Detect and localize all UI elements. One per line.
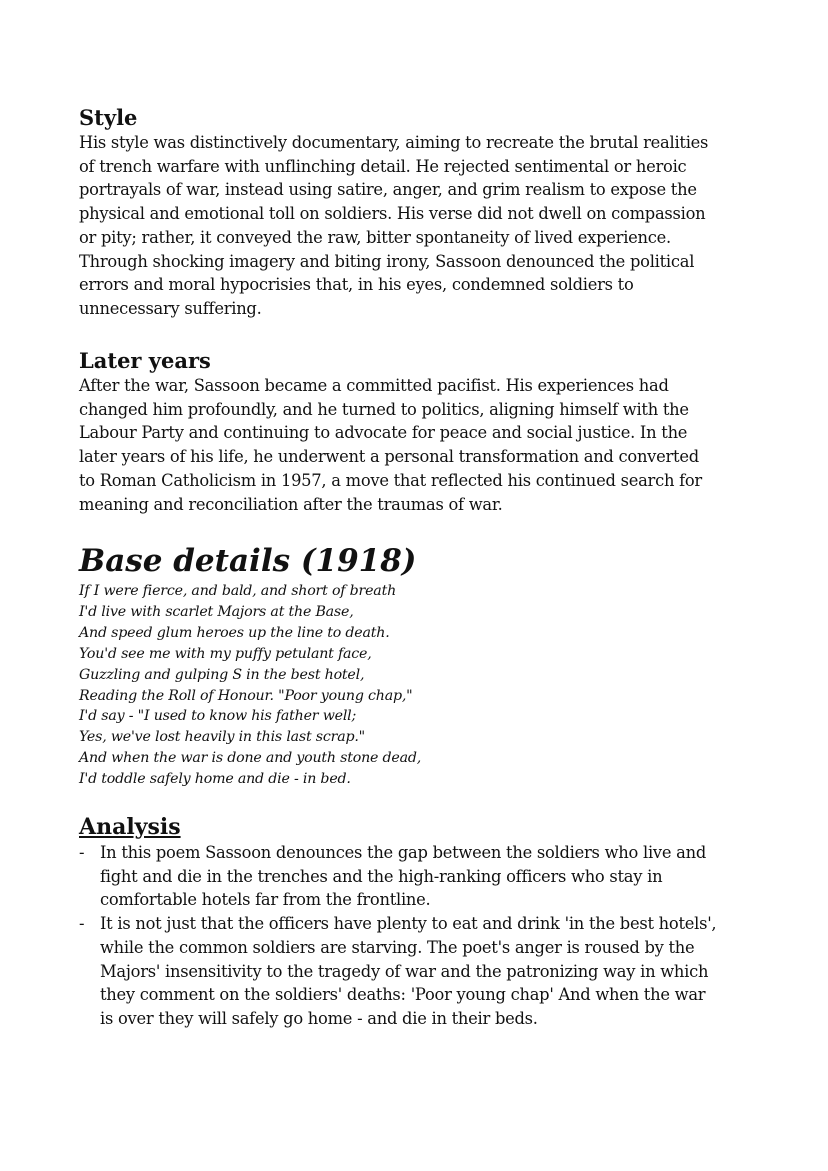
bullet-dash: - xyxy=(79,914,85,934)
text-line: later years of his life, he underwent a personal transformation and converted xyxy=(79,447,699,467)
text-line: is over they will safely go home - and die in their beds. xyxy=(100,1008,538,1028)
text-line: Labour Party and continuing to advocate for peace and social justice. In the xyxy=(79,423,688,443)
text-line: Majors' insensitivity to the tragedy of war and the patronizing way in which xyxy=(100,961,709,981)
list-item xyxy=(79,841,716,912)
text-line: meaning and reconciliation after the traumas of war. xyxy=(79,494,503,514)
text-line: portrayals of war, instead using satire, anger, and grim realism to expose the xyxy=(79,180,697,200)
poem-line: And speed glum heroes up the line to death. xyxy=(79,624,390,641)
text-line: errors and moral hypocrisies that, in his eyes, condemned soldiers to xyxy=(79,275,634,295)
later-years-paragraph xyxy=(79,374,702,516)
text-line: fight and die in the trenches and the high-ranking officers who stay in xyxy=(100,866,663,886)
text-line: they comment on the soldiers' deaths: 'Poor young chap' And when the war xyxy=(100,985,706,1005)
text-line: In this poem Sassoon denounces the gap between the soldiers who live and xyxy=(100,843,707,862)
poem-line: If I were fierce, and bald, and short of breath xyxy=(79,583,397,599)
text-line: unnecessary suffering. xyxy=(79,298,262,318)
later-years-heading: Later years xyxy=(79,348,211,373)
poem-line: I'd say - "I used to know his father well; xyxy=(79,708,357,725)
text-line: comfortable hotels far from the frontline. xyxy=(100,890,431,910)
text-line: After the war, Sassoon became a committed pacifist. His experiences had xyxy=(79,376,669,395)
style-heading: Style xyxy=(79,105,138,130)
poem-line: Yes, we've lost heavily in this last scrap." xyxy=(79,729,365,746)
text-line: or pity; rather, it conveyed the raw, bitter spontaneity of lived experience. xyxy=(79,227,671,247)
text-line: physical and emotional toll on soldiers. His verse did not dwell on compassion xyxy=(79,204,706,224)
later-years-section xyxy=(79,348,702,516)
style-section xyxy=(79,105,708,321)
text-line: changed him profoundly, and he turned to politics, aligning himself with the xyxy=(79,399,689,419)
poem-line: You'd see me with my puffy petulant face, xyxy=(79,645,372,662)
poem-line: And when the war is done and youth stone dead, xyxy=(79,750,422,767)
list-item xyxy=(79,912,716,1031)
analysis-list xyxy=(79,841,716,1031)
poem-line: Reading the Roll of Honour. "Poor young chap," xyxy=(79,687,413,704)
text-line: of trench warfare with unflinching detail. He rejected sentimental or heroic xyxy=(79,156,687,176)
poem-line: Guzzling and gulping S in the best hotel, xyxy=(79,666,365,683)
analysis-heading: Analysis xyxy=(79,814,181,840)
bullet-dash: - xyxy=(79,843,85,862)
poem-section xyxy=(79,542,421,790)
poem-line: I'd live with scarlet Majors at the Base, xyxy=(79,603,354,620)
text-line: while the common soldiers are starving. The poet's anger is roused by the xyxy=(100,937,695,957)
text-line: to Roman Catholicism in 1957, a move that reflected his continued search for xyxy=(79,470,702,490)
style-paragraph xyxy=(79,131,708,321)
poem-title: Base details (1918) xyxy=(79,543,417,579)
poem-line: I'd toddle safely home and die - in bed. xyxy=(79,771,351,788)
analysis-section xyxy=(79,813,716,1031)
poem-text xyxy=(79,581,421,790)
text-line: His style was distinctively documentary, aiming to recreate the brutal realities xyxy=(79,133,709,152)
text-line: It is not just that the officers have plenty to eat and drink 'in the best hotels', xyxy=(100,914,717,934)
text-line: Through shocking imagery and biting irony, Sassoon denounced the political xyxy=(79,251,695,271)
